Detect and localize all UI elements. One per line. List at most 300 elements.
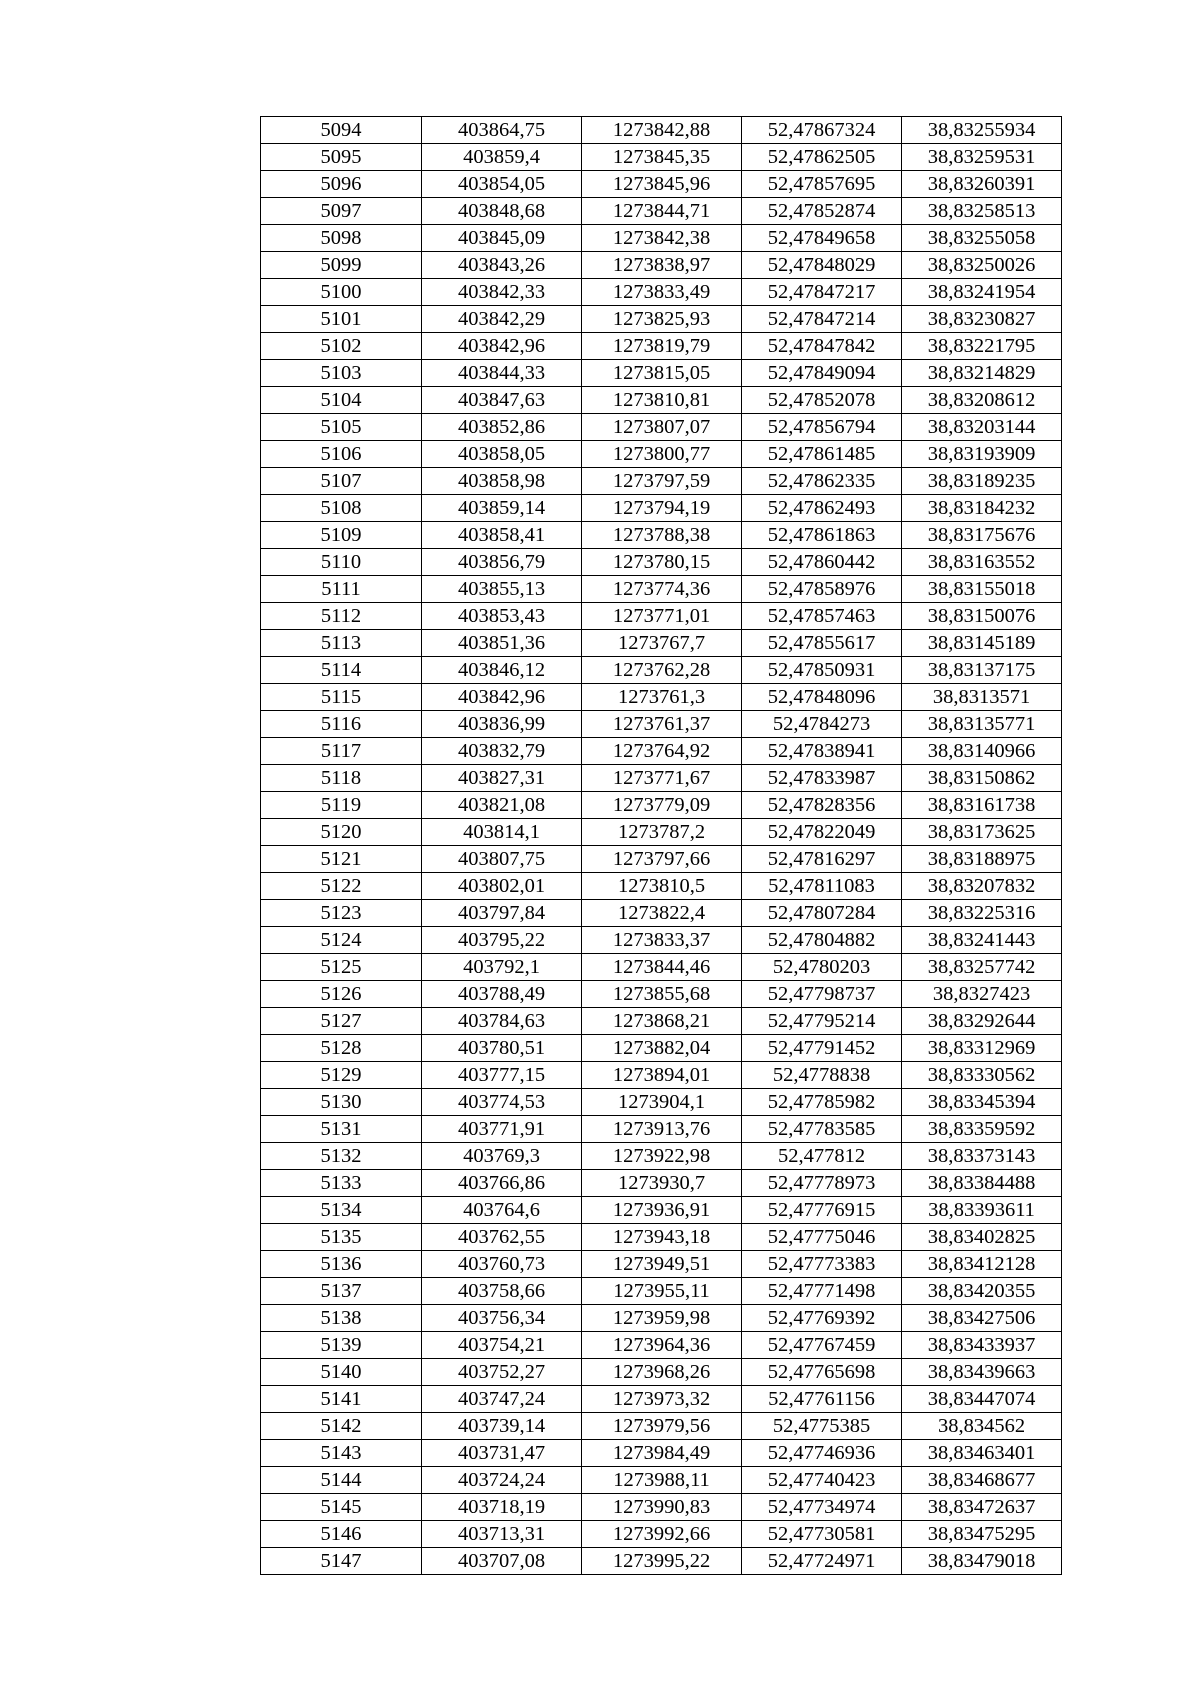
y-coordinate-cell: 1273845,96 <box>582 171 742 198</box>
y-coordinate-cell: 1273990,83 <box>582 1494 742 1521</box>
latitude-cell: 52,47861863 <box>742 522 902 549</box>
table-row <box>261 1440 1062 1467</box>
point-number-cell: 5109 <box>261 522 422 549</box>
longitude-cell: 38,83472637 <box>902 1494 1062 1521</box>
x-coordinate-cell: 403848,68 <box>422 198 582 225</box>
latitude-cell: 52,47785982 <box>742 1089 902 1116</box>
point-number-cell: 5119 <box>261 792 422 819</box>
point-number-cell: 5143 <box>261 1440 422 1467</box>
y-coordinate-cell: 1273930,7 <box>582 1170 742 1197</box>
x-coordinate-cell: 403760,73 <box>422 1251 582 1278</box>
x-coordinate-cell: 403754,21 <box>422 1332 582 1359</box>
longitude-cell: 38,83463401 <box>902 1440 1062 1467</box>
point-number-cell: 5096 <box>261 171 422 198</box>
x-coordinate-cell: 403845,09 <box>422 225 582 252</box>
point-number-cell: 5132 <box>261 1143 422 1170</box>
point-number-cell: 5139 <box>261 1332 422 1359</box>
table-row <box>261 1008 1062 1035</box>
x-coordinate-cell: 403764,6 <box>422 1197 582 1224</box>
y-coordinate-cell: 1273788,38 <box>582 522 742 549</box>
point-number-cell: 5118 <box>261 765 422 792</box>
table-row <box>261 1035 1062 1062</box>
x-coordinate-cell: 403766,86 <box>422 1170 582 1197</box>
longitude-cell: 38,83135771 <box>902 711 1062 738</box>
longitude-cell: 38,83255934 <box>902 117 1062 144</box>
y-coordinate-cell: 1273761,37 <box>582 711 742 738</box>
longitude-cell: 38,83384488 <box>902 1170 1062 1197</box>
longitude-cell: 38,83230827 <box>902 306 1062 333</box>
table-row <box>261 1251 1062 1278</box>
latitude-cell: 52,47761156 <box>742 1386 902 1413</box>
latitude-cell: 52,4780203 <box>742 954 902 981</box>
table-row <box>261 1332 1062 1359</box>
table-row <box>261 954 1062 981</box>
table-row <box>261 1359 1062 1386</box>
longitude-cell: 38,83447074 <box>902 1386 1062 1413</box>
longitude-cell: 38,83292644 <box>902 1008 1062 1035</box>
x-coordinate-cell: 403855,13 <box>422 576 582 603</box>
table-row <box>261 279 1062 306</box>
point-number-cell: 5125 <box>261 954 422 981</box>
point-number-cell: 5105 <box>261 414 422 441</box>
table-row <box>261 252 1062 279</box>
table-row <box>261 981 1062 1008</box>
table-row <box>261 1494 1062 1521</box>
longitude-cell: 38,83221795 <box>902 333 1062 360</box>
point-number-cell: 5128 <box>261 1035 422 1062</box>
longitude-cell: 38,83193909 <box>902 441 1062 468</box>
y-coordinate-cell: 1273973,32 <box>582 1386 742 1413</box>
y-coordinate-cell: 1273800,77 <box>582 441 742 468</box>
longitude-cell: 38,83155018 <box>902 576 1062 603</box>
table-row <box>261 360 1062 387</box>
x-coordinate-cell: 403788,49 <box>422 981 582 1008</box>
y-coordinate-cell: 1273794,19 <box>582 495 742 522</box>
x-coordinate-cell: 403731,47 <box>422 1440 582 1467</box>
latitude-cell: 52,47862493 <box>742 495 902 522</box>
y-coordinate-cell: 1273904,1 <box>582 1089 742 1116</box>
point-number-cell: 5115 <box>261 684 422 711</box>
x-coordinate-cell: 403724,24 <box>422 1467 582 1494</box>
x-coordinate-cell: 403844,33 <box>422 360 582 387</box>
latitude-cell: 52,47855617 <box>742 630 902 657</box>
x-coordinate-cell: 403707,08 <box>422 1548 582 1575</box>
table-row <box>261 1305 1062 1332</box>
coordinates-table-body <box>261 117 1062 1575</box>
point-number-cell: 5126 <box>261 981 422 1008</box>
longitude-cell: 38,83255058 <box>902 225 1062 252</box>
point-number-cell: 5107 <box>261 468 422 495</box>
y-coordinate-cell: 1273771,01 <box>582 603 742 630</box>
y-coordinate-cell: 1273767,7 <box>582 630 742 657</box>
longitude-cell: 38,83420355 <box>902 1278 1062 1305</box>
x-coordinate-cell: 403853,43 <box>422 603 582 630</box>
y-coordinate-cell: 1273949,51 <box>582 1251 742 1278</box>
y-coordinate-cell: 1273979,56 <box>582 1413 742 1440</box>
latitude-cell: 52,477812 <box>742 1143 902 1170</box>
y-coordinate-cell: 1273995,22 <box>582 1548 742 1575</box>
y-coordinate-cell: 1273833,37 <box>582 927 742 954</box>
table-row <box>261 765 1062 792</box>
table-row <box>261 414 1062 441</box>
point-number-cell: 5142 <box>261 1413 422 1440</box>
y-coordinate-cell: 1273992,66 <box>582 1521 742 1548</box>
table-row <box>261 1089 1062 1116</box>
longitude-cell: 38,83257742 <box>902 954 1062 981</box>
table-row <box>261 171 1062 198</box>
x-coordinate-cell: 403842,96 <box>422 333 582 360</box>
latitude-cell: 52,47783585 <box>742 1116 902 1143</box>
point-number-cell: 5095 <box>261 144 422 171</box>
y-coordinate-cell: 1273825,93 <box>582 306 742 333</box>
table-row <box>261 684 1062 711</box>
table-row <box>261 1386 1062 1413</box>
latitude-cell: 52,47811083 <box>742 873 902 900</box>
latitude-cell: 52,47816297 <box>742 846 902 873</box>
latitude-cell: 52,47850931 <box>742 657 902 684</box>
point-number-cell: 5124 <box>261 927 422 954</box>
x-coordinate-cell: 403739,14 <box>422 1413 582 1440</box>
longitude-cell: 38,83208612 <box>902 387 1062 414</box>
latitude-cell: 52,47860442 <box>742 549 902 576</box>
y-coordinate-cell: 1273780,15 <box>582 549 742 576</box>
latitude-cell: 52,47849658 <box>742 225 902 252</box>
latitude-cell: 52,47775046 <box>742 1224 902 1251</box>
table-row <box>261 144 1062 171</box>
latitude-cell: 52,47822049 <box>742 819 902 846</box>
point-number-cell: 5138 <box>261 1305 422 1332</box>
point-number-cell: 5122 <box>261 873 422 900</box>
table-row <box>261 1116 1062 1143</box>
point-number-cell: 5137 <box>261 1278 422 1305</box>
latitude-cell: 52,47724971 <box>742 1548 902 1575</box>
longitude-cell: 38,83433937 <box>902 1332 1062 1359</box>
y-coordinate-cell: 1273810,5 <box>582 873 742 900</box>
latitude-cell: 52,47867324 <box>742 117 902 144</box>
latitude-cell: 52,47847217 <box>742 279 902 306</box>
table-row <box>261 522 1062 549</box>
longitude-cell: 38,83312969 <box>902 1035 1062 1062</box>
x-coordinate-cell: 403756,34 <box>422 1305 582 1332</box>
latitude-cell: 52,47862505 <box>742 144 902 171</box>
table-row <box>261 819 1062 846</box>
latitude-cell: 52,47857695 <box>742 171 902 198</box>
x-coordinate-cell: 403842,29 <box>422 306 582 333</box>
table-row <box>261 117 1062 144</box>
latitude-cell: 52,47730581 <box>742 1521 902 1548</box>
x-coordinate-cell: 403851,36 <box>422 630 582 657</box>
x-coordinate-cell: 403774,53 <box>422 1089 582 1116</box>
longitude-cell: 38,8313571 <box>902 684 1062 711</box>
longitude-cell: 38,83427506 <box>902 1305 1062 1332</box>
table-row <box>261 225 1062 252</box>
y-coordinate-cell: 1273774,36 <box>582 576 742 603</box>
table-row <box>261 1224 1062 1251</box>
x-coordinate-cell: 403846,12 <box>422 657 582 684</box>
point-number-cell: 5131 <box>261 1116 422 1143</box>
point-number-cell: 5136 <box>261 1251 422 1278</box>
x-coordinate-cell: 403856,79 <box>422 549 582 576</box>
point-number-cell: 5108 <box>261 495 422 522</box>
x-coordinate-cell: 403864,75 <box>422 117 582 144</box>
point-number-cell: 5123 <box>261 900 422 927</box>
y-coordinate-cell: 1273815,05 <box>582 360 742 387</box>
y-coordinate-cell: 1273943,18 <box>582 1224 742 1251</box>
x-coordinate-cell: 403847,63 <box>422 387 582 414</box>
latitude-cell: 52,47771498 <box>742 1278 902 1305</box>
longitude-cell: 38,83479018 <box>902 1548 1062 1575</box>
y-coordinate-cell: 1273913,76 <box>582 1116 742 1143</box>
latitude-cell: 52,4784273 <box>742 711 902 738</box>
x-coordinate-cell: 403842,96 <box>422 684 582 711</box>
table-row <box>261 1170 1062 1197</box>
point-number-cell: 5102 <box>261 333 422 360</box>
longitude-cell: 38,83475295 <box>902 1521 1062 1548</box>
latitude-cell: 52,47849094 <box>742 360 902 387</box>
coordinates-table <box>260 116 1062 1575</box>
y-coordinate-cell: 1273968,26 <box>582 1359 742 1386</box>
latitude-cell: 52,47778973 <box>742 1170 902 1197</box>
x-coordinate-cell: 403836,99 <box>422 711 582 738</box>
x-coordinate-cell: 403792,1 <box>422 954 582 981</box>
latitude-cell: 52,47838941 <box>742 738 902 765</box>
table-row <box>261 1521 1062 1548</box>
table-row <box>261 900 1062 927</box>
x-coordinate-cell: 403802,01 <box>422 873 582 900</box>
latitude-cell: 52,47791452 <box>742 1035 902 1062</box>
table-row <box>261 441 1062 468</box>
y-coordinate-cell: 1273787,2 <box>582 819 742 846</box>
longitude-cell: 38,83189235 <box>902 468 1062 495</box>
latitude-cell: 52,47776915 <box>742 1197 902 1224</box>
y-coordinate-cell: 1273922,98 <box>582 1143 742 1170</box>
longitude-cell: 38,83163552 <box>902 549 1062 576</box>
longitude-cell: 38,83241443 <box>902 927 1062 954</box>
latitude-cell: 52,4775385 <box>742 1413 902 1440</box>
y-coordinate-cell: 1273894,01 <box>582 1062 742 1089</box>
y-coordinate-cell: 1273844,71 <box>582 198 742 225</box>
x-coordinate-cell: 403858,05 <box>422 441 582 468</box>
longitude-cell: 38,83173625 <box>902 819 1062 846</box>
point-number-cell: 5097 <box>261 198 422 225</box>
x-coordinate-cell: 403832,79 <box>422 738 582 765</box>
x-coordinate-cell: 403718,19 <box>422 1494 582 1521</box>
latitude-cell: 52,47828356 <box>742 792 902 819</box>
x-coordinate-cell: 403797,84 <box>422 900 582 927</box>
table-row <box>261 603 1062 630</box>
y-coordinate-cell: 1273833,49 <box>582 279 742 306</box>
longitude-cell: 38,83412128 <box>902 1251 1062 1278</box>
latitude-cell: 52,47848029 <box>742 252 902 279</box>
latitude-cell: 52,47847842 <box>742 333 902 360</box>
x-coordinate-cell: 403859,14 <box>422 495 582 522</box>
longitude-cell: 38,83150076 <box>902 603 1062 630</box>
point-number-cell: 5120 <box>261 819 422 846</box>
latitude-cell: 52,47852874 <box>742 198 902 225</box>
latitude-cell: 52,47767459 <box>742 1332 902 1359</box>
x-coordinate-cell: 403747,24 <box>422 1386 582 1413</box>
latitude-cell: 52,47858976 <box>742 576 902 603</box>
point-number-cell: 5141 <box>261 1386 422 1413</box>
y-coordinate-cell: 1273797,66 <box>582 846 742 873</box>
y-coordinate-cell: 1273771,67 <box>582 765 742 792</box>
x-coordinate-cell: 403795,22 <box>422 927 582 954</box>
table-row <box>261 468 1062 495</box>
point-number-cell: 5117 <box>261 738 422 765</box>
y-coordinate-cell: 1273842,88 <box>582 117 742 144</box>
x-coordinate-cell: 403780,51 <box>422 1035 582 1062</box>
latitude-cell: 52,47856794 <box>742 414 902 441</box>
latitude-cell: 52,4778838 <box>742 1062 902 1089</box>
y-coordinate-cell: 1273762,28 <box>582 657 742 684</box>
y-coordinate-cell: 1273810,81 <box>582 387 742 414</box>
x-coordinate-cell: 403843,26 <box>422 252 582 279</box>
x-coordinate-cell: 403852,86 <box>422 414 582 441</box>
x-coordinate-cell: 403827,31 <box>422 765 582 792</box>
point-number-cell: 5110 <box>261 549 422 576</box>
longitude-cell: 38,83161738 <box>902 792 1062 819</box>
longitude-cell: 38,83260391 <box>902 171 1062 198</box>
x-coordinate-cell: 403858,41 <box>422 522 582 549</box>
point-number-cell: 5127 <box>261 1008 422 1035</box>
x-coordinate-cell: 403777,15 <box>422 1062 582 1089</box>
table-row <box>261 1548 1062 1575</box>
latitude-cell: 52,47765698 <box>742 1359 902 1386</box>
x-coordinate-cell: 403784,63 <box>422 1008 582 1035</box>
longitude-cell: 38,83207832 <box>902 873 1062 900</box>
point-number-cell: 5098 <box>261 225 422 252</box>
x-coordinate-cell: 403713,31 <box>422 1521 582 1548</box>
latitude-cell: 52,47769392 <box>742 1305 902 1332</box>
table-row <box>261 198 1062 225</box>
longitude-cell: 38,83393611 <box>902 1197 1062 1224</box>
x-coordinate-cell: 403854,05 <box>422 171 582 198</box>
x-coordinate-cell: 403814,1 <box>422 819 582 846</box>
table-row <box>261 306 1062 333</box>
point-number-cell: 5147 <box>261 1548 422 1575</box>
point-number-cell: 5106 <box>261 441 422 468</box>
point-number-cell: 5111 <box>261 576 422 603</box>
point-number-cell: 5121 <box>261 846 422 873</box>
latitude-cell: 52,47847214 <box>742 306 902 333</box>
table-row <box>261 1197 1062 1224</box>
longitude-cell: 38,83359592 <box>902 1116 1062 1143</box>
point-number-cell: 5129 <box>261 1062 422 1089</box>
table-row <box>261 846 1062 873</box>
y-coordinate-cell: 1273779,09 <box>582 792 742 819</box>
table-row <box>261 873 1062 900</box>
y-coordinate-cell: 1273797,59 <box>582 468 742 495</box>
longitude-cell: 38,83225316 <box>902 900 1062 927</box>
point-number-cell: 5134 <box>261 1197 422 1224</box>
table-row <box>261 1467 1062 1494</box>
x-coordinate-cell: 403859,4 <box>422 144 582 171</box>
point-number-cell: 5100 <box>261 279 422 306</box>
longitude-cell: 38,8327423 <box>902 981 1062 1008</box>
y-coordinate-cell: 1273959,98 <box>582 1305 742 1332</box>
x-coordinate-cell: 403771,91 <box>422 1116 582 1143</box>
point-number-cell: 5101 <box>261 306 422 333</box>
longitude-cell: 38,83140966 <box>902 738 1062 765</box>
point-number-cell: 5104 <box>261 387 422 414</box>
table-row <box>261 576 1062 603</box>
y-coordinate-cell: 1273855,68 <box>582 981 742 1008</box>
latitude-cell: 52,47861485 <box>742 441 902 468</box>
point-number-cell: 5133 <box>261 1170 422 1197</box>
point-number-cell: 5135 <box>261 1224 422 1251</box>
latitude-cell: 52,47807284 <box>742 900 902 927</box>
longitude-cell: 38,83373143 <box>902 1143 1062 1170</box>
table-row <box>261 1413 1062 1440</box>
x-coordinate-cell: 403821,08 <box>422 792 582 819</box>
point-number-cell: 5114 <box>261 657 422 684</box>
latitude-cell: 52,47804882 <box>742 927 902 954</box>
table-row <box>261 738 1062 765</box>
y-coordinate-cell: 1273844,46 <box>582 954 742 981</box>
y-coordinate-cell: 1273764,92 <box>582 738 742 765</box>
longitude-cell: 38,83345394 <box>902 1089 1062 1116</box>
longitude-cell: 38,83402825 <box>902 1224 1062 1251</box>
latitude-cell: 52,47740423 <box>742 1467 902 1494</box>
x-coordinate-cell: 403758,66 <box>422 1278 582 1305</box>
table-row <box>261 927 1062 954</box>
table-row <box>261 792 1062 819</box>
longitude-cell: 38,83203144 <box>902 414 1062 441</box>
table-row <box>261 333 1062 360</box>
y-coordinate-cell: 1273842,38 <box>582 225 742 252</box>
table-row <box>261 387 1062 414</box>
point-number-cell: 5113 <box>261 630 422 657</box>
longitude-cell: 38,83468677 <box>902 1467 1062 1494</box>
latitude-cell: 52,47734974 <box>742 1494 902 1521</box>
longitude-cell: 38,83214829 <box>902 360 1062 387</box>
y-coordinate-cell: 1273955,11 <box>582 1278 742 1305</box>
longitude-cell: 38,83150862 <box>902 765 1062 792</box>
y-coordinate-cell: 1273882,04 <box>582 1035 742 1062</box>
longitude-cell: 38,83241954 <box>902 279 1062 306</box>
y-coordinate-cell: 1273845,35 <box>582 144 742 171</box>
longitude-cell: 38,83137175 <box>902 657 1062 684</box>
latitude-cell: 52,47852078 <box>742 387 902 414</box>
y-coordinate-cell: 1273964,36 <box>582 1332 742 1359</box>
x-coordinate-cell: 403807,75 <box>422 846 582 873</box>
latitude-cell: 52,47848096 <box>742 684 902 711</box>
y-coordinate-cell: 1273984,49 <box>582 1440 742 1467</box>
table-row <box>261 1278 1062 1305</box>
point-number-cell: 5116 <box>261 711 422 738</box>
latitude-cell: 52,47833987 <box>742 765 902 792</box>
table-row <box>261 711 1062 738</box>
point-number-cell: 5144 <box>261 1467 422 1494</box>
longitude-cell: 38,83184232 <box>902 495 1062 522</box>
latitude-cell: 52,47773383 <box>742 1251 902 1278</box>
x-coordinate-cell: 403762,55 <box>422 1224 582 1251</box>
table-row <box>261 1062 1062 1089</box>
point-number-cell: 5112 <box>261 603 422 630</box>
point-number-cell: 5094 <box>261 117 422 144</box>
longitude-cell: 38,83175676 <box>902 522 1062 549</box>
point-number-cell: 5130 <box>261 1089 422 1116</box>
y-coordinate-cell: 1273838,97 <box>582 252 742 279</box>
y-coordinate-cell: 1273819,79 <box>582 333 742 360</box>
table-row <box>261 495 1062 522</box>
x-coordinate-cell: 403842,33 <box>422 279 582 306</box>
x-coordinate-cell: 403769,3 <box>422 1143 582 1170</box>
longitude-cell: 38,83258513 <box>902 198 1062 225</box>
x-coordinate-cell: 403752,27 <box>422 1359 582 1386</box>
latitude-cell: 52,47746936 <box>742 1440 902 1467</box>
y-coordinate-cell: 1273761,3 <box>582 684 742 711</box>
